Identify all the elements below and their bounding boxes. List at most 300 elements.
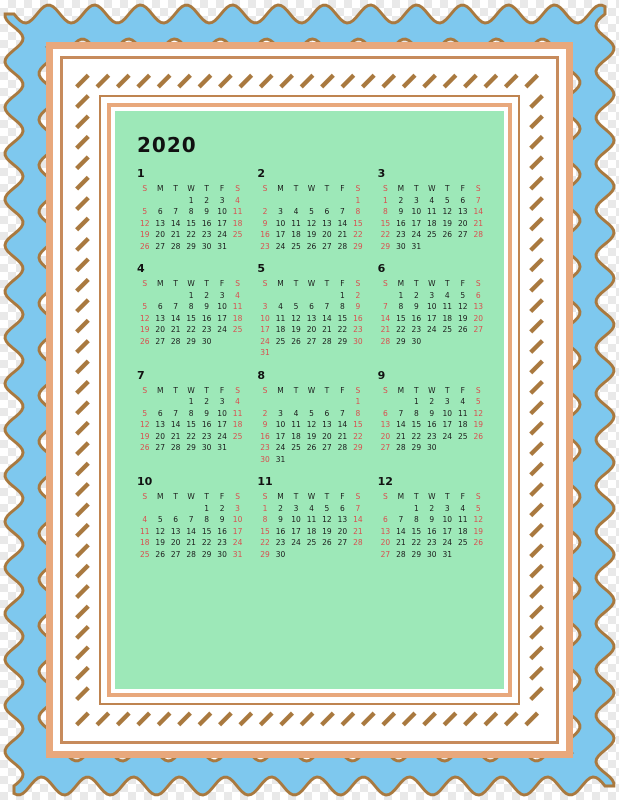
day-cell: 7 [340, 408, 345, 418]
day-cell: 24 [232, 538, 243, 547]
month-block-4 [133, 262, 245, 359]
day-cell: 19 [139, 325, 150, 334]
week-row [378, 218, 486, 230]
day-cell: 10 [442, 515, 453, 524]
weekday-header: S [142, 385, 148, 395]
day-cell: 28 [170, 336, 181, 346]
day-cell: 24 [275, 241, 286, 251]
day-cell: 19 [473, 420, 483, 429]
weekday-header: M [397, 184, 405, 193]
weekday-header: S [383, 385, 388, 395]
weekday-header-row [378, 183, 486, 195]
weekday-header: F [340, 184, 345, 193]
day-cell: 19 [139, 230, 150, 239]
week-row [378, 336, 486, 348]
empty-cell [335, 347, 350, 359]
weekday-header-row [378, 385, 486, 397]
week-row [257, 336, 365, 348]
day-cell: 29 [380, 241, 391, 251]
day-cell: 13 [170, 526, 181, 536]
weekday-header: S [142, 184, 148, 193]
day-cell: 4 [235, 397, 240, 406]
empty-cell [230, 442, 246, 454]
day-cell: 22 [337, 325, 348, 334]
weekday-header: M [277, 279, 284, 288]
weekday-header: T [324, 492, 330, 501]
day-cell: 21 [322, 325, 332, 334]
day-cell: 24 [260, 336, 270, 346]
day-cell: 28 [186, 549, 196, 559]
day-cell: 29 [201, 549, 212, 559]
week-row [378, 526, 486, 538]
day-cell: 14 [170, 313, 181, 323]
day-cell: 8 [188, 207, 194, 216]
day-cell: 21 [170, 325, 181, 334]
day-cell: 26 [139, 241, 150, 251]
weekday-header: M [156, 385, 164, 395]
empty-cell [152, 396, 167, 408]
day-cell: 8 [413, 515, 419, 524]
empty-cell [304, 549, 319, 561]
weekday-header: F [219, 492, 225, 501]
day-cell: 17 [275, 230, 286, 239]
day-cell: 1 [204, 503, 209, 513]
day-cell: 31 [411, 241, 422, 251]
day-cell: 3 [444, 397, 450, 406]
day-cell: 10 [291, 515, 301, 524]
empty-cell [183, 503, 198, 515]
day-cell: 11 [442, 302, 453, 311]
day-cell: 23 [260, 443, 270, 452]
day-cell: 16 [275, 526, 286, 536]
empty-cell [304, 290, 319, 302]
month-table [378, 385, 486, 454]
day-cell: 12 [473, 408, 483, 418]
empty-cell [137, 503, 152, 515]
month-number: 8 [257, 368, 265, 382]
day-cell: 27 [322, 443, 332, 452]
day-cell: 6 [383, 408, 388, 418]
day-cell: 22 [396, 325, 406, 334]
day-cell: 20 [337, 526, 348, 536]
day-cell: 30 [353, 336, 363, 346]
weekday-header: M [156, 492, 164, 501]
month-block-5 [253, 262, 365, 359]
empty-cell [257, 396, 272, 408]
empty-cell [304, 347, 319, 359]
day-cell: 4 [444, 290, 450, 300]
day-cell: 10 [217, 302, 227, 311]
day-cell: 28 [396, 443, 406, 452]
day-cell: 13 [380, 526, 391, 536]
day-cell: 11 [291, 218, 301, 228]
day-cell: 25 [457, 431, 468, 441]
day-cell: 5 [309, 207, 314, 216]
weekday-header: M [277, 492, 284, 501]
day-cell: 13 [380, 420, 391, 429]
day-cell: 29 [337, 336, 348, 346]
empty-cell [393, 396, 408, 408]
day-cell: 4 [460, 503, 466, 513]
weekday-header: S [262, 184, 268, 193]
weekday-header: T [324, 385, 330, 395]
month-number: 1 [137, 167, 145, 180]
day-cell: 27 [155, 443, 165, 452]
weekday-header: F [340, 492, 345, 501]
day-cell: 17 [275, 431, 286, 441]
day-cell: 19 [155, 538, 165, 547]
empty-cell [350, 454, 366, 466]
empty-cell [168, 195, 183, 207]
day-cell: 11 [232, 207, 243, 216]
day-cell: 27 [155, 241, 165, 251]
day-cell: 6 [383, 515, 388, 524]
day-cell: 2 [278, 503, 283, 513]
day-cell: 20 [306, 325, 317, 334]
week-row [378, 549, 486, 561]
day-cell: 12 [457, 302, 468, 311]
empty-cell [230, 336, 246, 348]
weekday-header: T [173, 279, 178, 288]
empty-cell [319, 195, 334, 207]
empty-cell [288, 195, 303, 207]
weekday-header: T [293, 492, 299, 501]
week-row [378, 408, 486, 420]
week-row [137, 549, 245, 561]
month-table [378, 183, 486, 252]
day-cell: 16 [427, 526, 437, 536]
day-cell: 18 [306, 526, 317, 536]
week-row [257, 526, 365, 538]
week-row [257, 431, 365, 443]
day-cell: 18 [139, 538, 150, 547]
empty-cell [378, 503, 393, 515]
day-cell: 20 [380, 431, 391, 441]
day-cell: 22 [411, 538, 422, 547]
day-cell: 6 [309, 302, 314, 311]
empty-cell [168, 290, 183, 302]
day-cell: 19 [457, 313, 468, 323]
month-block-7 [133, 369, 245, 466]
day-cell: 19 [473, 526, 483, 536]
day-cell: 12 [322, 515, 332, 524]
day-cell: 28 [353, 538, 363, 547]
day-cell: 20 [155, 230, 165, 239]
day-cell: 9 [355, 302, 361, 311]
week-row [257, 537, 365, 549]
week-row [137, 503, 245, 515]
frame-border-peach-inner [107, 103, 512, 697]
day-cell: 29 [396, 336, 406, 346]
empty-cell [470, 241, 486, 253]
day-cell: 30 [217, 549, 227, 559]
day-cell: 3 [278, 408, 283, 418]
week-row [257, 454, 365, 466]
week-row [378, 241, 486, 253]
day-cell: 12 [139, 218, 150, 228]
weekday-header: F [460, 385, 465, 395]
day-cell: 8 [188, 408, 194, 418]
day-cell: 18 [275, 325, 286, 334]
day-cell: 3 [413, 195, 419, 205]
day-cell: 9 [204, 302, 209, 311]
day-cell: 14 [337, 218, 348, 228]
day-cell: 9 [429, 408, 435, 418]
day-cell: 6 [324, 207, 330, 216]
week-row [137, 431, 245, 443]
week-row [378, 419, 486, 431]
day-cell: 17 [217, 313, 227, 323]
day-cell: 22 [353, 230, 363, 239]
day-cell: 17 [232, 526, 243, 536]
day-cell: 16 [217, 526, 227, 536]
weekday-header: S [383, 279, 388, 288]
week-row [257, 301, 365, 313]
day-cell: 11 [232, 302, 243, 311]
empty-cell [257, 290, 272, 302]
month-table [137, 385, 245, 454]
day-cell: 7 [383, 302, 388, 311]
weekday-header-row [257, 278, 365, 290]
day-cell: 6 [157, 408, 163, 418]
day-cell: 27 [155, 336, 165, 346]
day-cell: 14 [353, 515, 363, 524]
day-cell: 24 [217, 325, 227, 334]
day-cell: 5 [475, 397, 481, 406]
page-title: 2020 [137, 133, 197, 157]
empty-cell [168, 396, 183, 408]
weekday-header: T [293, 385, 299, 395]
week-row [257, 514, 365, 526]
day-cell: 14 [170, 420, 181, 429]
empty-cell [335, 396, 350, 408]
day-cell: 29 [186, 443, 196, 452]
week-row [378, 537, 486, 549]
day-cell: 23 [275, 538, 286, 547]
empty-cell [304, 195, 319, 207]
empty-cell [424, 241, 439, 253]
empty-cell [152, 195, 167, 207]
months-grid [129, 167, 490, 560]
weekday-header: S [262, 279, 268, 288]
day-cell: 11 [457, 408, 468, 418]
empty-cell [273, 347, 288, 359]
day-cell: 2 [204, 290, 209, 300]
weekday-header: T [414, 385, 419, 395]
week-row [137, 301, 245, 313]
weekday-header: S [142, 279, 148, 288]
month-block-8 [253, 369, 365, 466]
day-cell: 5 [460, 290, 466, 300]
day-cell: 13 [457, 207, 468, 216]
weekday-header: S [475, 184, 481, 193]
day-cell: 3 [293, 503, 299, 513]
day-cell: 7 [355, 503, 361, 513]
empty-cell [335, 195, 350, 207]
week-row [378, 206, 486, 218]
day-cell: 15 [353, 420, 363, 429]
day-cell: 25 [139, 549, 150, 559]
weekday-header: M [277, 385, 284, 395]
empty-cell [470, 336, 486, 348]
day-cell: 24 [291, 538, 301, 547]
day-cell: 2 [204, 397, 209, 406]
day-cell: 10 [427, 302, 437, 311]
day-cell: 19 [306, 230, 317, 239]
day-cell: 12 [306, 218, 317, 228]
empty-cell [393, 503, 408, 515]
day-cell: 18 [291, 230, 301, 239]
week-row [378, 442, 486, 454]
empty-cell [378, 396, 393, 408]
empty-cell [319, 396, 334, 408]
day-cell: 5 [157, 515, 163, 524]
day-cell: 22 [186, 230, 196, 239]
day-cell: 29 [411, 443, 422, 452]
day-cell: 9 [262, 420, 268, 429]
day-cell: 16 [427, 420, 437, 429]
day-cell: 28 [337, 443, 348, 452]
day-cell: 7 [398, 515, 404, 524]
day-cell: 9 [219, 515, 225, 524]
day-cell: 30 [260, 454, 270, 464]
day-cell: 3 [219, 290, 225, 300]
empty-cell [470, 442, 486, 454]
day-cell: 29 [411, 549, 422, 559]
day-cell: 9 [278, 515, 283, 524]
day-cell: 25 [291, 241, 301, 251]
weekday-header-row [137, 385, 245, 397]
day-cell: 7 [173, 207, 179, 216]
empty-cell [470, 549, 486, 561]
day-cell: 21 [353, 526, 363, 536]
weekday-header: M [397, 279, 405, 288]
day-cell: 26 [473, 538, 483, 547]
weekday-header: W [187, 279, 195, 288]
day-cell: 16 [353, 313, 363, 323]
day-cell: 19 [442, 218, 453, 228]
day-cell: 4 [235, 290, 240, 300]
weekday-header: S [355, 492, 361, 501]
empty-cell [288, 290, 303, 302]
weekday-header: S [383, 184, 388, 193]
month-table [257, 183, 365, 252]
empty-cell [152, 503, 167, 515]
weekday-header: S [262, 385, 268, 395]
week-row [137, 206, 245, 218]
day-cell: 1 [355, 397, 361, 406]
week-row [137, 442, 245, 454]
weekday-header: T [444, 492, 450, 501]
day-cell: 18 [427, 218, 437, 228]
day-cell: 12 [306, 420, 317, 429]
day-cell: 21 [396, 538, 406, 547]
weekday-header: S [383, 492, 388, 501]
month-number: 6 [377, 262, 386, 275]
day-cell: 14 [380, 313, 391, 323]
month-block-1 [133, 167, 245, 252]
day-cell: 15 [186, 420, 196, 429]
day-cell: 28 [396, 549, 406, 559]
empty-cell [335, 549, 350, 561]
day-cell: 5 [444, 195, 450, 205]
weekday-header: T [293, 279, 299, 288]
day-cell: 30 [427, 443, 437, 452]
day-cell: 20 [170, 538, 181, 547]
day-cell: 15 [396, 313, 406, 323]
empty-cell [319, 549, 334, 561]
month-number: 3 [377, 167, 386, 180]
weekday-header: T [414, 279, 419, 288]
day-cell: 10 [275, 218, 286, 228]
day-cell: 27 [170, 549, 181, 559]
day-cell: 21 [396, 431, 406, 441]
weekday-header-row [378, 491, 486, 503]
weekday-header: F [219, 279, 225, 288]
day-cell: 22 [186, 325, 196, 334]
weekday-header: W [307, 279, 316, 288]
day-cell: 9 [413, 302, 419, 311]
weekday-header: W [187, 492, 195, 501]
day-cell: 10 [232, 515, 243, 524]
weekday-header: W [428, 492, 436, 501]
week-row [137, 195, 245, 207]
month-block-12 [374, 475, 486, 560]
month-block-11 [253, 475, 365, 560]
day-cell: 17 [442, 526, 453, 536]
weekday-header: T [204, 279, 209, 288]
day-cell: 16 [201, 420, 212, 429]
day-cell: 29 [186, 336, 196, 346]
day-cell: 18 [232, 313, 243, 323]
weekday-header: F [340, 385, 345, 395]
week-row [137, 526, 245, 538]
empty-cell [319, 347, 334, 359]
weekday-header: F [219, 385, 225, 395]
day-cell: 20 [155, 325, 165, 334]
empty-cell [288, 396, 303, 408]
day-cell: 25 [232, 325, 243, 334]
day-cell: 5 [309, 408, 314, 418]
month-block-3 [374, 167, 486, 252]
day-cell: 16 [201, 218, 212, 228]
weekday-header: F [460, 279, 465, 288]
weekday-header-row [137, 278, 245, 290]
empty-cell [288, 347, 303, 359]
weekday-header: M [397, 385, 405, 395]
day-cell: 27 [380, 443, 391, 452]
week-row [257, 206, 365, 218]
weekday-header: S [355, 385, 361, 395]
day-cell: 31 [275, 454, 286, 464]
calendar-panel [115, 111, 504, 689]
day-cell: 19 [139, 431, 150, 441]
day-cell: 15 [353, 218, 363, 228]
day-cell: 26 [139, 443, 150, 452]
weekday-header: F [219, 184, 225, 193]
week-row [378, 396, 486, 408]
day-cell: 8 [340, 302, 345, 311]
day-cell: 4 [142, 515, 148, 524]
month-table [257, 491, 365, 560]
day-cell: 24 [411, 230, 422, 239]
day-cell: 14 [396, 526, 406, 536]
day-cell: 28 [337, 241, 348, 251]
day-cell: 11 [275, 313, 286, 323]
day-cell: 31 [260, 348, 270, 357]
day-cell: 18 [457, 526, 468, 536]
weekday-header-row [257, 183, 365, 195]
